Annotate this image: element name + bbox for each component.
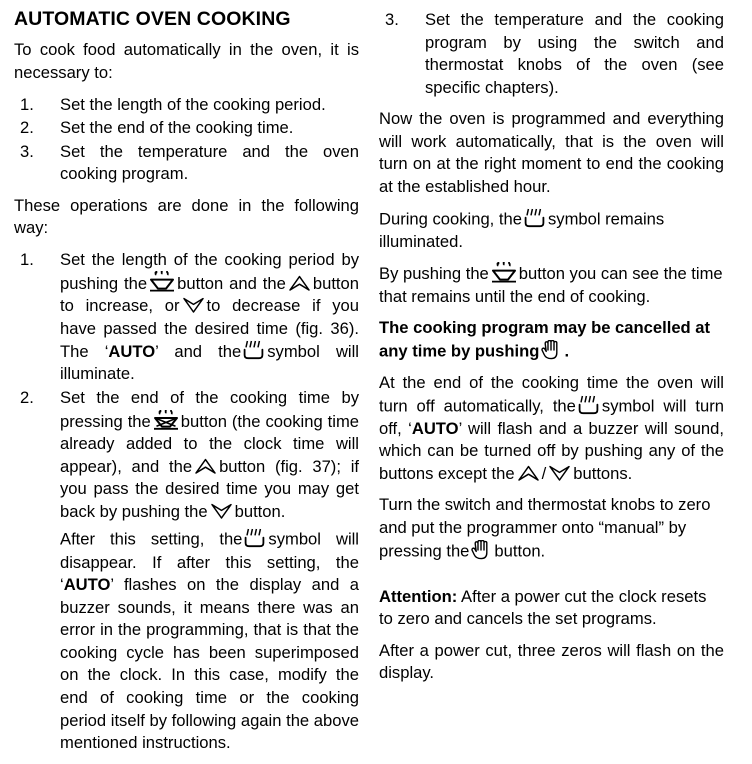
list-text: Set the temperature and the oven cooking program. [60,141,359,184]
auto-indicator-label: AUTO [63,575,111,595]
attention-label: Attention: [379,586,458,606]
detailed-steps-list [14,249,359,755]
end-of-cooking-pot-icon [153,410,179,431]
auto-indicator-label: AUTO [108,341,156,361]
power-cut-paragraph: After a power cut, three zeros will flash on the display. [379,640,724,683]
text-run: button you can see the time that remains until the end of cooking. [379,264,723,306]
text-run: symbol will illuminate. [60,341,359,384]
text-run: Set the end of the cooking time by pressing the [60,388,359,431]
text-run: symbol will disappear. If after this setting, the ‘ [60,530,359,595]
text-run: . [564,341,570,361]
list-number: 2. [20,118,34,138]
heating-element-symbol-icon [524,208,546,228]
detail-step-1-text [60,250,359,384]
text-run: button. [494,540,546,560]
heating-element-symbol-icon [578,395,600,415]
list-text: Set the temperature and the cooking program by using the switch and thermostat knobs of the oven (see specific chapters). [425,10,724,97]
detail-step-2-subparagraph [60,528,359,754]
text-run: ’ and the [155,341,242,361]
text-run: buttons. [573,463,633,483]
list-item [14,141,359,186]
text-run: After this setting, the [60,530,243,550]
list-item [14,117,359,140]
right-column-step-list [379,9,724,99]
operations-intro-paragraph: These operations are done in the following way: [14,195,359,238]
list-number: 3. [20,141,34,161]
text-run: symbol will turn off, ‘ [379,396,724,438]
text-run: / [541,463,547,483]
list-number: 3. [385,10,399,29]
list-number: 1. [20,94,34,114]
turn-knobs-paragraph [379,494,724,562]
text-run: button and the [177,273,286,293]
down-arrow-icon [210,503,233,519]
list-item [379,9,724,99]
text-run: The cooking program may be cancelled at any time by pushing [379,318,711,361]
list-item [14,249,359,386]
list-item [14,94,359,117]
text-run: During cooking, the [379,209,522,229]
list-text: Set the end of the cooking time. [60,118,294,138]
up-arrow-icon [288,275,311,291]
text-run: button (fig. 37); if you pass the desired time you may get back by pushing the [60,456,359,521]
text-run: At the end of the cooking time the oven will turn off automatically, the [379,372,724,416]
heating-element-symbol-icon [243,340,265,360]
heating-element-symbol-icon [244,528,266,548]
auto-indicator-label: AUTO [411,418,459,438]
list-item [14,387,359,755]
pushing-button-paragraph [379,262,724,308]
up-arrow-icon [517,465,540,481]
intro-paragraph: To cook food automatically in the oven, it is necessary to: [14,40,359,82]
text-run: ’ flashes on the display and a buzzer sounds, it means there was an error in the programming, that is that the cooking cycle has been superimposed on the clock. In this case, modify the end of cooking time or the cooking period itself by following again the above mentioned instructions. [60,575,359,753]
steaming-pot-icon [149,271,175,292]
list-text: Set the length of the cooking period. [60,94,326,114]
text-run: to decrease if you have passed the desired time (fig. 36). The ‘ [60,296,359,361]
page-title: AUTOMATIC OVEN COOKING [14,8,291,30]
text-run: button (the cooking time already added to the clock time will appear), and the [60,411,359,476]
right-column [379,8,724,694]
cancel-program-paragraph [379,317,724,362]
list-number: 2. [20,388,34,408]
text-run: Set the length of the cooking period by pushing the [60,249,359,293]
steaming-pot-icon [491,262,517,283]
text-run: After a power cut the clock resets to zero and cancels the set programs. [379,586,707,629]
two-column-layout [14,8,740,764]
down-arrow-icon [548,465,571,481]
summary-steps-list [14,94,359,186]
text-run: button. [234,501,286,521]
text-run: ’ will flash and a buzzer will sound, which can be turned off by pushing any of the buttons except the [379,418,724,483]
programmed-paragraph: Now the oven is programmed and everything will work automatically, that is the oven will turn on at the right moment to end the cooking at the established hour. [379,109,724,196]
text-run: button to increase, or [60,273,359,316]
list-number: 1. [20,249,34,269]
text-run: Turn the switch and thermostat knobs to zero and put the programmer onto “manual” by pressing the [379,495,711,560]
manual-hand-icon [541,340,562,360]
attention-paragraph [379,586,724,631]
text-run: By pushing the [379,264,489,284]
down-arrow-icon [182,297,205,313]
left-column [14,8,359,764]
text-run: symbol remains illuminated. [379,209,665,251]
up-arrow-icon [194,458,217,474]
paragraph-spacer [379,572,724,586]
detail-step-2-text [60,387,359,523]
end-of-cooking-paragraph [379,372,724,486]
during-cooking-paragraph [379,208,724,254]
manual-hand-icon [471,540,492,560]
